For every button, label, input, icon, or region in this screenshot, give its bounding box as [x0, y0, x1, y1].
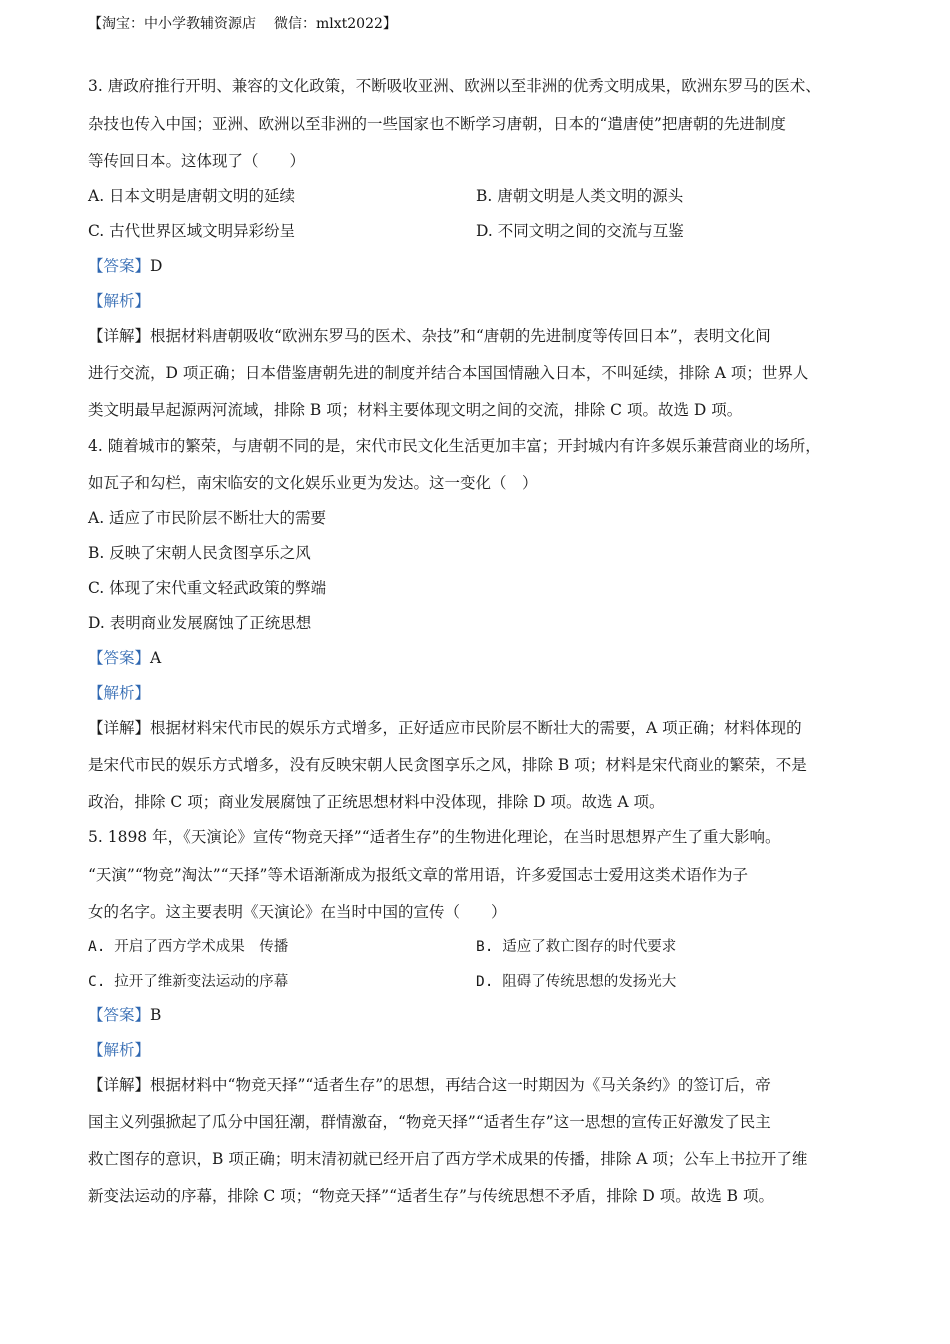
- q5-analysis: [88, 1039, 150, 1061]
- q5-answer: [88, 1004, 161, 1026]
- q5-stem-line: 5. 1898 年，《天演论》宣传“物竞天择”“适者生存”的生物进化理论，在当时思想界产生了重大影响。: [88, 828, 781, 846]
- q4-option-c: C. 体现了宋代重文轻武政策的弊端: [88, 579, 327, 597]
- q4-stem-line: 4. 随着城市的繁荣，与唐朝不同的是，宋代市民文化生活更加丰富；开封城内有许多娱乐兼营商业的场所，: [88, 437, 821, 455]
- q4-option-b: B. 反映了宋朝人民贪图享乐之风: [88, 544, 311, 562]
- q5-detail-line: 新变法运动的序幕，排除 C 项；“物竞天择”“适者生存”与传统思想不矛盾，排除 D 项。故选 B 项。: [88, 1187, 774, 1205]
- q3-detail-text: 根据材料唐朝吸收“欧洲东罗马的医术、杂技”和“唐朝的先进制度等传回日本”，表明文化间: [150, 327, 771, 345]
- q5-option-c: C. 拉开了维新变法运动的序幕: [88, 974, 289, 990]
- header-shop: 【淘宝：中小学教辅资源店: [88, 16, 256, 32]
- q5-detail-line: 救亡图存的意识，B 项正确；明末清初就已经开启了西方学术成果的传播，排除 A 项；公车上书拉开了维: [88, 1150, 808, 1168]
- q3-detail-line: [88, 325, 771, 347]
- q4-answer: [88, 647, 161, 669]
- q4-detail-line: 是宋代市民的娱乐方式增多，没有反映宋朝人民贪图享乐之风，排除 B 项；材料是宋代商业的繁荣，不是: [88, 756, 807, 774]
- q3-detail-line: 进行交流，D 项正确；日本借鉴唐朝先进的制度并结合本国国情融入日本，不叫延续，排除 A 项；世界人: [88, 364, 809, 382]
- q4-detail-text: 根据材料宋代市民的娱乐方式增多，正好适应市民阶层不断壮大的需要，A 项正确；材料体现的: [150, 719, 802, 737]
- header-wechat: 微信：mlxt2022】: [274, 16, 397, 32]
- q5-option-a: A. 开启了西方学术成果 传播: [88, 939, 289, 955]
- q3-answer: [88, 255, 162, 277]
- q4-analysis: [88, 682, 150, 704]
- q5-stem-line: 女的名字。这主要表明《天演论》在当时中国的宣传（ ）: [88, 903, 507, 921]
- q5-answer-value: B: [150, 1006, 162, 1024]
- q3-option-c: C. 古代世界区域文明异彩纷呈: [88, 222, 296, 240]
- q4-option-d: D. 表明商业发展腐蚀了正统思想: [88, 614, 312, 632]
- q4-stem-line: 如瓦子和勾栏，南宋临安的文化娱乐业更为发达。这一变化（ ）: [88, 474, 538, 492]
- q3-stem-line: 等传回日本。这体现了（ ）: [88, 152, 306, 170]
- detail-tag: 【详解】: [88, 719, 151, 737]
- q3-stem-line: 3. 唐政府推行开明、兼容的文化政策，不断吸收亚洲、欧洲以至非洲的优秀文明成果，欧洲东罗马的医术、: [88, 77, 821, 95]
- q4-option-a: A. 适应了市民阶层不断壮大的需要: [88, 509, 327, 527]
- q3-stem-line: 杂技也传入中国；亚洲、欧洲以至非洲的一些国家也不断学习唐朝，日本的“遣唐使”把唐朝的先进制度: [88, 115, 786, 133]
- analysis-tag: 【解析】: [88, 684, 151, 702]
- answer-tag: 【答案】: [88, 257, 151, 275]
- detail-tag: 【详解】: [88, 1076, 151, 1094]
- q4-detail-line: [88, 717, 802, 739]
- q3-option-d: D. 不同文明之间的交流与互鉴: [476, 222, 684, 240]
- page-header: [88, 13, 397, 33]
- q5-detail-line: 国主义列强掀起了瓜分中国狂潮，群情激奋，“物竞天择”“适者生存”这一思想的宣传正好激发了民主: [88, 1113, 771, 1131]
- q5-detail-line: [88, 1074, 771, 1096]
- q5-option-d: D. 阻碍了传统思想的发扬光大: [476, 974, 677, 990]
- q3-option-b: B. 唐朝文明是人类文明的源头: [476, 187, 684, 205]
- detail-tag: 【详解】: [88, 327, 151, 345]
- answer-tag: 【答案】: [88, 649, 151, 667]
- q5-option-b: B. 适应了救亡图存的时代要求: [476, 939, 677, 955]
- q3-detail-line: 类文明最早起源两河流域，排除 B 项；材料主要体现文明之间的交流，排除 C 项。故选 D 项。: [88, 401, 743, 419]
- q5-stem-line: “天演”“物竞”淘汰”“天择”等术语渐渐成为报纸文章的常用语，许多爱国志士爱用这类术语作为子: [88, 866, 748, 884]
- analysis-tag: 【解析】: [88, 1041, 151, 1059]
- q4-detail-line: 政治，排除 C 项；商业发展腐蚀了正统思想材料中没体现，排除 D 项。故选 A 项。: [88, 793, 665, 811]
- q5-detail-text: 根据材料中“物竞天择”“适者生存”的思想，再结合这一时期因为《马关条约》的签订后，帝: [150, 1076, 771, 1094]
- q3-option-a: A. 日本文明是唐朝文明的延续: [88, 187, 296, 205]
- q3-analysis: [88, 290, 150, 312]
- analysis-tag: 【解析】: [88, 292, 151, 310]
- q3-answer-value: D: [150, 257, 163, 275]
- answer-tag: 【答案】: [88, 1006, 151, 1024]
- q4-answer-value: A: [150, 649, 162, 667]
